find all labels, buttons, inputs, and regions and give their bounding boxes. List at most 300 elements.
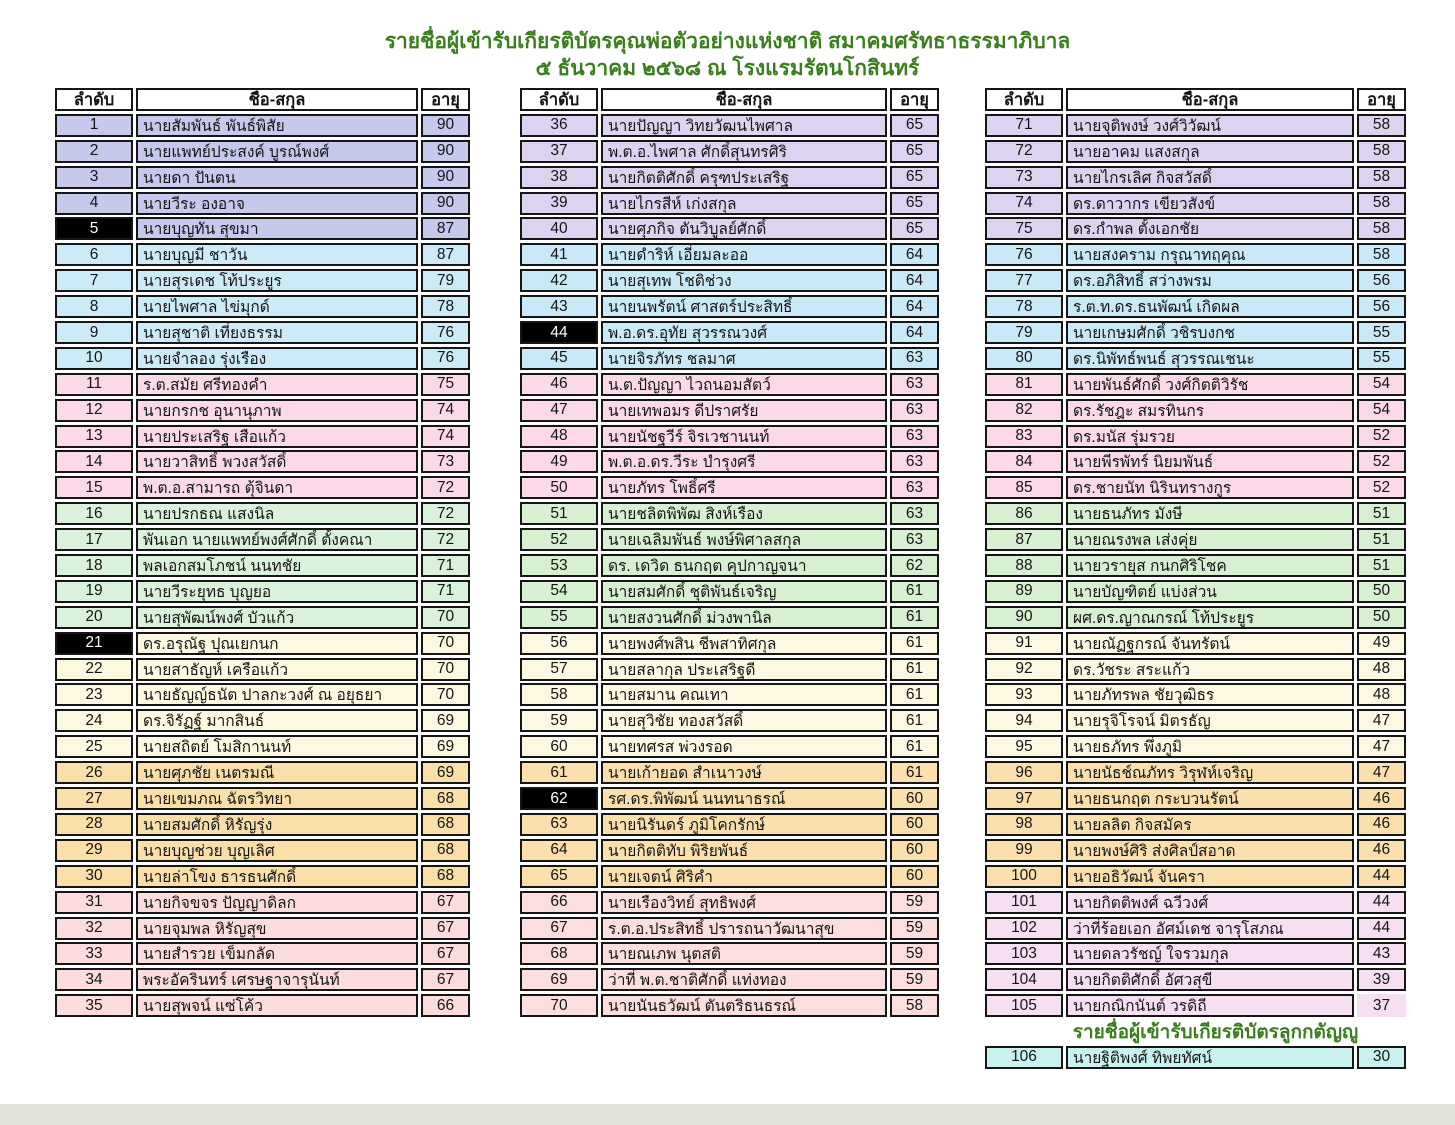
table-row [520,839,939,862]
header-name: ชื่อ-สกุล [601,88,887,111]
rank-cell: 19 [55,580,133,603]
age-cell: 74 [421,399,470,422]
age-cell: 70 [421,683,470,706]
rank-cell: 59 [520,709,598,732]
table-row [55,321,470,344]
rank-cell: 53 [520,554,598,577]
table-row [55,658,470,681]
table-row [985,658,1406,681]
age-cell: 56 [1357,269,1406,292]
name-cell: นายกิตติศักดิ์ อัศวสุขี [1066,968,1354,991]
age-cell: 54 [1357,399,1406,422]
name-cell: นายภัทร โพธิ์ศรี [601,476,887,499]
name-cell: นายสุพัฒน์พงศ์ บัวแก้ว [136,606,418,629]
rank-cell: 45 [520,347,598,370]
name-cell: ว่าที่ พ.ต.ชาติศักดิ์ แท่งทอง [601,968,887,991]
name-cell: นายไกรเลิศ กิจสวัสดิ์ [1066,166,1354,189]
name-cell: นายไกรสีห์ เก่งสกุล [601,192,887,215]
rank-cell: 57 [520,658,598,681]
name-cell: นายสมศักดิ์ ชุติพันธ์เจริญ [601,580,887,603]
age-cell: 59 [890,891,939,914]
rank-cell: 12 [55,399,133,422]
age-cell: 70 [421,632,470,655]
table-row [55,425,470,448]
name-cell: นายลลิต กิจสมัคร [1066,813,1354,836]
name-cell: ดร.ชายนัท นิรินทรางกูร [1066,476,1354,499]
age-cell: 62 [890,554,939,577]
rank-cell: 18 [55,554,133,577]
name-cell: นายกิตติพงศ์ ฉวีวงศ์ [1066,891,1354,914]
table-row [520,968,939,991]
name-cell: พ.อ.ดร.อุทัย สุวรรณวงศ์ [601,321,887,344]
table-row [55,735,470,758]
table-row [520,502,939,525]
table-row [985,192,1406,215]
name-cell: นายสถิตย์ โมสิกานนท์ [136,735,418,758]
name-cell: นายกณิกนันต์ วรดิถี [1066,994,1354,1017]
table-row [520,580,939,603]
rank-cell: 42 [520,269,598,292]
name-cell: นายสลากุล ประเสริฐดี [601,658,887,681]
rank-cell: 79 [985,321,1063,344]
table-row [985,709,1406,732]
title-line-1: รายชื่อผู้เข้ารับเกียรติบัตรคุณพ่อตัวอย่างแห่งชาติ สมาคมศรัทธาธรรมาภิบาล [384,30,1071,53]
age-cell: 61 [890,632,939,655]
rank-cell: 34 [55,968,133,991]
age-cell: 48 [1357,658,1406,681]
name-cell: นายอธิวัฒน์ จันครา [1066,865,1354,888]
table-row [985,839,1406,862]
table-row [985,632,1406,655]
honorees-table-3 [985,88,1406,1069]
table-row [520,373,939,396]
rank-cell: 41 [520,243,598,266]
rank-cell: 32 [55,917,133,940]
age-cell: 54 [1357,373,1406,396]
rank-cell: 25 [55,735,133,758]
rank-cell: 67 [520,917,598,940]
rank-cell: 51 [520,502,598,525]
rank-cell: 105 [985,994,1063,1017]
table-row [985,347,1406,370]
table-row [520,658,939,681]
age-cell: 52 [1357,450,1406,473]
rank-cell: 85 [985,476,1063,499]
table-row [985,217,1406,240]
rank-cell: 71 [985,114,1063,137]
table-row [55,114,470,137]
age-cell: 56 [1357,295,1406,318]
rank-cell: 97 [985,787,1063,810]
rank-cell: 23 [55,683,133,706]
name-cell: ดร.ดาวากร เขียวสังข์ [1066,192,1354,215]
table-row [985,580,1406,603]
name-cell: นายภัทรพล ชัยวุฒิธร [1066,683,1354,706]
rank-cell: 47 [520,399,598,422]
age-cell: 48 [1357,683,1406,706]
table-row [55,554,470,577]
age-cell: 64 [890,243,939,266]
age-cell: 60 [890,787,939,810]
age-cell: 50 [1357,606,1406,629]
name-cell: นายสมาน คณเทา [601,683,887,706]
age-cell: 61 [890,683,939,706]
age-cell: 47 [1357,735,1406,758]
table-row [520,321,939,344]
rank-cell: 82 [985,399,1063,422]
age-cell: 61 [890,606,939,629]
rank-cell: 21 [55,632,133,655]
name-cell: นายกรกช อุนานุภาพ [136,399,418,422]
table-row [55,476,470,499]
name-cell: นายเรืองวิทย์ สุทธิพงศ์ [601,891,887,914]
table-row [985,554,1406,577]
rank-cell: 94 [985,709,1063,732]
table-row [55,917,470,940]
rank-cell: 103 [985,942,1063,965]
age-cell: 65 [890,114,939,137]
header-name: ชื่อ-สกุล [1066,88,1354,111]
table-row [985,114,1406,137]
age-cell: 66 [421,994,470,1017]
table-row [55,683,470,706]
age-cell: 68 [421,787,470,810]
table-row [520,425,939,448]
age-cell: 58 [1357,140,1406,163]
age-cell: 46 [1357,839,1406,862]
rank-cell: 52 [520,528,598,551]
age-cell: 90 [421,114,470,137]
header-age: อายุ [1357,88,1406,111]
age-cell: 46 [1357,787,1406,810]
table-row [985,994,1406,1017]
age-cell: 60 [890,865,939,888]
header-rank: ลำดับ [985,88,1063,111]
rank-cell: 98 [985,813,1063,836]
name-cell: พลเอกสมโภชน์ นนทชัย [136,554,418,577]
age-cell: 37 [1357,994,1406,1017]
rank-cell: 96 [985,761,1063,784]
table-row [985,450,1406,473]
age-cell: 58 [1357,192,1406,215]
document-title [0,28,1455,82]
name-cell: นายสำรวย เข็มกลัด [136,942,418,965]
name-cell: ดร.วัชระ สระแก้ว [1066,658,1354,681]
table-row [985,606,1406,629]
rank-cell: 29 [55,839,133,862]
name-cell: พ.ต.อ.ไพศาล ศักดิ์สุนทรศิริ [601,140,887,163]
rank-cell: 28 [55,813,133,836]
age-cell: 55 [1357,321,1406,344]
table-row [55,269,470,292]
table-row [55,606,470,629]
rank-cell: 38 [520,166,598,189]
name-cell: ดร.จิรัฏฐ์ มากสินธ์ [136,709,418,732]
name-cell: นายเกษมศักดิ์ วชิรบงกช [1066,321,1354,344]
table-row [985,476,1406,499]
name-cell: นายธนภัทร มังษี [1066,502,1354,525]
age-cell: 71 [421,580,470,603]
table-row [55,709,470,732]
table-row [520,761,939,784]
table-row [55,502,470,525]
table-row [55,166,470,189]
age-cell: 64 [890,295,939,318]
table-row [55,295,470,318]
name-cell: นายนันธวัฒน์ ตันตริธนธรณ์ [601,994,887,1017]
table-row [985,166,1406,189]
rank-cell: 11 [55,373,133,396]
table-row [520,813,939,836]
name-cell: นายศุภชัย เนตรมณี [136,761,418,784]
name-cell: ร.ต.สมัย ศรีทองคำ [136,373,418,396]
table-header-row [985,88,1406,111]
table-row [520,114,939,137]
table-row [55,528,470,551]
age-cell: 76 [421,347,470,370]
rank-cell: 77 [985,269,1063,292]
rank-cell: 68 [520,942,598,965]
name-cell: นายจุมพล หิรัญสุข [136,917,418,940]
rank-cell: 76 [985,243,1063,266]
age-cell: 58 [1357,243,1406,266]
name-cell: นายปรกธณ แสงนิล [136,502,418,525]
name-cell: นายสุชาติ เที่ยงธรรม [136,321,418,344]
table-row [520,554,939,577]
rank-cell: 64 [520,839,598,862]
table-row [520,994,939,1017]
rank-cell: 20 [55,606,133,629]
age-cell: 55 [1357,347,1406,370]
age-cell: 90 [421,140,470,163]
table-row [520,140,939,163]
age-cell: 47 [1357,761,1406,784]
age-cell: 67 [421,968,470,991]
name-cell: นายกิตติทับ พิริยพันธ์ [601,839,887,862]
gratitude-section-title: รายชื่อผู้เข้ารับเกียรติบัตรลูกกตัญญู [1072,1021,1359,1043]
name-cell: นายวาสิทธิ์ พวงสวัสดิ์ [136,450,418,473]
name-cell: นายศุภกิจ ตันวิบูลย์ศักดิ์ [601,217,887,240]
table-row [520,192,939,215]
age-cell: 63 [890,502,939,525]
name-cell: นายสมศักดิ์ หิรัญรุ่ง [136,813,418,836]
age-cell: 46 [1357,813,1406,836]
age-cell: 63 [890,425,939,448]
age-cell: 30 [1357,1046,1406,1069]
name-cell: นายเจตน์ ศิริคำ [601,865,887,888]
name-cell: นายวีระ องอาจ [136,192,418,215]
age-cell: 61 [890,735,939,758]
table-row [520,347,939,370]
name-cell: นายพงศ์พสิน ชีพสาทิศกุล [601,632,887,655]
age-cell: 39 [1357,968,1406,991]
rank-cell: 80 [985,347,1063,370]
name-cell: นายณัฏฐกรณ์ จันทรัตน์ [1066,632,1354,655]
name-cell: ผศ.ดร.ญาณกรณ์ โท้ประยูร [1066,606,1354,629]
rank-cell: 37 [520,140,598,163]
name-cell: นายสงคราม กรุณาทฤคุณ [1066,243,1354,266]
age-cell: 61 [890,761,939,784]
rank-cell: 106 [985,1046,1063,1069]
name-cell: นายไพศาล ไข่มุกด์ [136,295,418,318]
name-cell: ดร.นิพัทธ์พนธ์ สุวรรณเชนะ [1066,347,1354,370]
table-row [55,399,470,422]
age-cell: 69 [421,761,470,784]
table-row [985,865,1406,888]
name-cell: นายเขมภณ ฉัตรวิทยา [136,787,418,810]
age-cell: 70 [421,658,470,681]
header-rank: ลำดับ [520,88,598,111]
rank-cell: 66 [520,891,598,914]
age-cell: 63 [890,347,939,370]
name-cell: นายจำลอง รุ่งเรือง [136,347,418,370]
name-cell: ร.ต.อ.ประสิทธิ์ ปรารถนาวัฒนาสุข [601,917,887,940]
rank-cell: 50 [520,476,598,499]
name-cell: นายพีรพัทร์ นิยมพันธ์ [1066,450,1354,473]
name-cell: นายดลวรัชญ์ ใจรวมกุล [1066,942,1354,965]
table-row [985,425,1406,448]
name-cell: พระอัครินทร์ เศรษฐาจารุนันท์ [136,968,418,991]
age-cell: 90 [421,192,470,215]
age-cell: 59 [890,942,939,965]
name-cell: นายชลิตพิพัฒ สิงห์เรือง [601,502,887,525]
table-row [55,942,470,965]
table-row [55,373,470,396]
name-cell: นายเทพอมร ดีปราศรัย [601,399,887,422]
age-cell: 65 [890,166,939,189]
table-row [55,968,470,991]
table-header-row [520,88,939,111]
rank-cell: 99 [985,839,1063,862]
rank-cell: 87 [985,528,1063,551]
age-cell: 72 [421,476,470,499]
table-row [985,1046,1406,1069]
rank-cell: 39 [520,192,598,215]
honorees-table-1 [55,88,470,1017]
rank-cell: 40 [520,217,598,240]
name-cell: ดร.อรุณัฐ ปุณเยกนก [136,632,418,655]
age-cell: 51 [1357,528,1406,551]
table-row [520,399,939,422]
name-cell: ว่าที่ร้อยเอก อัศม์เดช จารุโสภณ [1066,917,1354,940]
rank-cell: 33 [55,942,133,965]
table-row [55,865,470,888]
rank-cell: 61 [520,761,598,784]
name-cell: นายธนกฤต กระบวนรัตน์ [1066,787,1354,810]
rank-cell: 70 [520,994,598,1017]
age-cell: 72 [421,502,470,525]
name-cell: นายกิตติศักดิ์ ครุฑประเสริฐ [601,166,887,189]
age-cell: 64 [890,321,939,344]
table-row [985,399,1406,422]
table-row [520,476,939,499]
age-cell: 87 [421,243,470,266]
name-cell: นายฐิติพงศ์ ทิพยทัศน์ [1066,1046,1354,1069]
rank-cell: 55 [520,606,598,629]
age-cell: 63 [890,476,939,499]
rank-cell: 100 [985,865,1063,888]
rank-cell: 60 [520,735,598,758]
rank-cell: 17 [55,528,133,551]
age-cell: 59 [890,968,939,991]
table-row [985,269,1406,292]
rank-cell: 84 [985,450,1063,473]
rank-cell: 62 [520,787,598,810]
name-cell: นายสุวิชัย ทองสวัสดิ์ [601,709,887,732]
table-row [520,269,939,292]
table-row [520,683,939,706]
age-cell: 64 [890,269,939,292]
age-cell: 52 [1357,476,1406,499]
rank-cell: 2 [55,140,133,163]
rank-cell: 101 [985,891,1063,914]
age-cell: 60 [890,839,939,862]
name-cell: นายธัญญ์ธนัต ปาลกะวงศ์ ณ อยุธยา [136,683,418,706]
table-row [985,502,1406,525]
name-cell: นายแพทย์ประสงค์ บูรณ์พงศ์ [136,140,418,163]
rank-cell: 43 [520,295,598,318]
age-cell: 63 [890,373,939,396]
rank-cell: 4 [55,192,133,215]
rank-cell: 92 [985,658,1063,681]
rank-cell: 56 [520,632,598,655]
age-cell: 72 [421,528,470,551]
table-row [55,787,470,810]
table-row [985,968,1406,991]
rank-cell: 88 [985,554,1063,577]
name-cell: นายธภัทร พึ่งภูมิ [1066,735,1354,758]
rank-cell: 46 [520,373,598,396]
age-cell: 67 [421,917,470,940]
table-row [985,373,1406,396]
name-cell: นายวีระยุทธ บุญยอ [136,580,418,603]
name-cell: นายกิจขจร ปัญญาดิลก [136,891,418,914]
age-cell: 65 [890,192,939,215]
rank-cell: 78 [985,295,1063,318]
age-cell: 63 [890,450,939,473]
rank-cell: 22 [55,658,133,681]
age-cell: 58 [1357,114,1406,137]
table-row [520,528,939,551]
table-row [55,813,470,836]
rank-cell: 26 [55,761,133,784]
table-row [520,891,939,914]
table-header-row [55,88,470,111]
rank-cell: 65 [520,865,598,888]
age-cell: 75 [421,373,470,396]
name-cell: นายณเภพ นุตสติ [601,942,887,965]
rank-cell: 30 [55,865,133,888]
name-cell: น.ต.ปัญญา ไวถนอมสัตว์ [601,373,887,396]
rank-cell: 13 [55,425,133,448]
rank-cell: 8 [55,295,133,318]
table-row [985,683,1406,706]
table-row [520,217,939,240]
name-cell: ดร.มนัส รุ่มรวย [1066,425,1354,448]
age-cell: 44 [1357,917,1406,940]
rank-cell: 73 [985,166,1063,189]
table-row [985,243,1406,266]
table-row [55,140,470,163]
age-cell: 58 [890,994,939,1017]
table-row [520,243,939,266]
age-cell: 67 [421,942,470,965]
title-line-2: ๕ ธันวาคม ๒๕๖๘ ณ โรงแรมรัตนโกสินทร์ [535,57,920,80]
name-cell: นายบุญทัน สุขมา [136,217,418,240]
name-cell: นายอาคม แสงสกุล [1066,140,1354,163]
rank-cell: 93 [985,683,1063,706]
age-cell: 52 [1357,425,1406,448]
